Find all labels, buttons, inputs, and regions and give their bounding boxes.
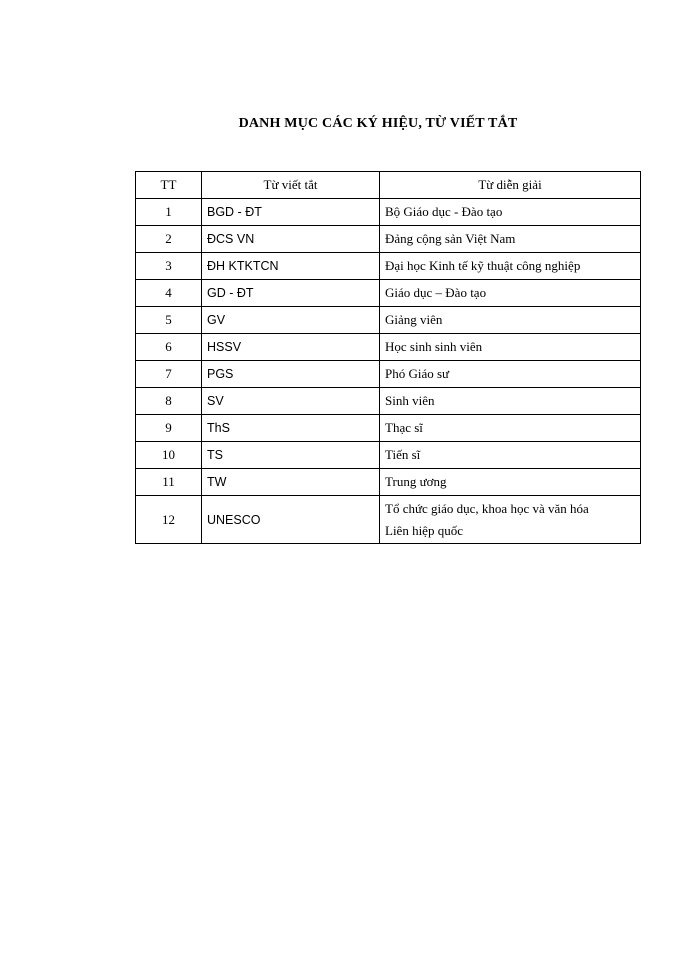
header-abbreviation: Từ viết tắt bbox=[202, 172, 380, 199]
row-description-line-1: Tổ chức giáo dục, khoa học và văn hóa bbox=[385, 500, 589, 516]
table-row bbox=[136, 199, 641, 226]
row-number: 7 bbox=[136, 361, 202, 388]
row-description: Bộ Giáo dục - Đào tạo bbox=[380, 199, 641, 226]
table-row bbox=[136, 442, 641, 469]
row-abbreviation: HSSV bbox=[202, 334, 380, 361]
table-header-row bbox=[136, 172, 641, 199]
row-number: 3 bbox=[136, 253, 202, 280]
row-abbreviation: ĐH KTKTCN bbox=[202, 253, 380, 280]
row-number: 12 bbox=[136, 496, 202, 544]
row-abbreviation: GV bbox=[202, 307, 380, 334]
row-abbreviation: PGS bbox=[202, 361, 380, 388]
row-description: Phó Giáo sư bbox=[380, 361, 641, 388]
row-description: Đại học Kinh tế kỹ thuật công nghiệp bbox=[380, 253, 641, 280]
row-abbreviation: BGD - ĐT bbox=[202, 199, 380, 226]
row-abbreviation: UNESCO bbox=[202, 496, 380, 544]
row-number: 2 bbox=[136, 226, 202, 253]
row-number: 9 bbox=[136, 415, 202, 442]
table-row bbox=[136, 334, 641, 361]
row-description: Giáo dục – Đào tạo bbox=[380, 280, 641, 307]
row-abbreviation: GD - ĐT bbox=[202, 280, 380, 307]
row-description: Học sinh sinh viên bbox=[380, 334, 641, 361]
table-row bbox=[136, 415, 641, 442]
table-row bbox=[136, 226, 641, 253]
row-abbreviation: TW bbox=[202, 469, 380, 496]
row-number: 8 bbox=[136, 388, 202, 415]
header-description: Từ diễn giải bbox=[380, 172, 641, 199]
row-abbreviation: ĐCS VN bbox=[202, 226, 380, 253]
row-number: 5 bbox=[136, 307, 202, 334]
row-description: Thạc sĩ bbox=[380, 415, 641, 442]
table-row bbox=[136, 469, 641, 496]
row-abbreviation: TS bbox=[202, 442, 380, 469]
row-description-line-2: Liên hiệp quốc bbox=[385, 522, 463, 538]
row-number: 1 bbox=[136, 199, 202, 226]
row-number: 11 bbox=[136, 469, 202, 496]
row-description bbox=[380, 496, 641, 544]
document-title: DANH MỤC CÁC KÝ HIỆU, TỪ VIẾT TẮT bbox=[238, 116, 518, 131]
row-abbreviation: SV bbox=[202, 388, 380, 415]
row-description: Trung ương bbox=[380, 469, 641, 496]
row-number: 10 bbox=[136, 442, 202, 469]
table-row bbox=[136, 361, 641, 388]
row-number: 6 bbox=[136, 334, 202, 361]
row-abbreviation: ThS bbox=[202, 415, 380, 442]
row-description: Tiến sĩ bbox=[380, 442, 641, 469]
table-row bbox=[136, 307, 641, 334]
header-tt: TT bbox=[136, 172, 202, 199]
table-row bbox=[136, 280, 641, 307]
abbreviation-table bbox=[135, 171, 641, 544]
row-number: 4 bbox=[136, 280, 202, 307]
row-description: Giảng viên bbox=[380, 307, 641, 334]
row-description: Sinh viên bbox=[380, 388, 641, 415]
row-description: Đảng cộng sản Việt Nam bbox=[380, 226, 641, 253]
table-row bbox=[136, 388, 641, 415]
table-row bbox=[136, 253, 641, 280]
table-row bbox=[136, 496, 641, 544]
